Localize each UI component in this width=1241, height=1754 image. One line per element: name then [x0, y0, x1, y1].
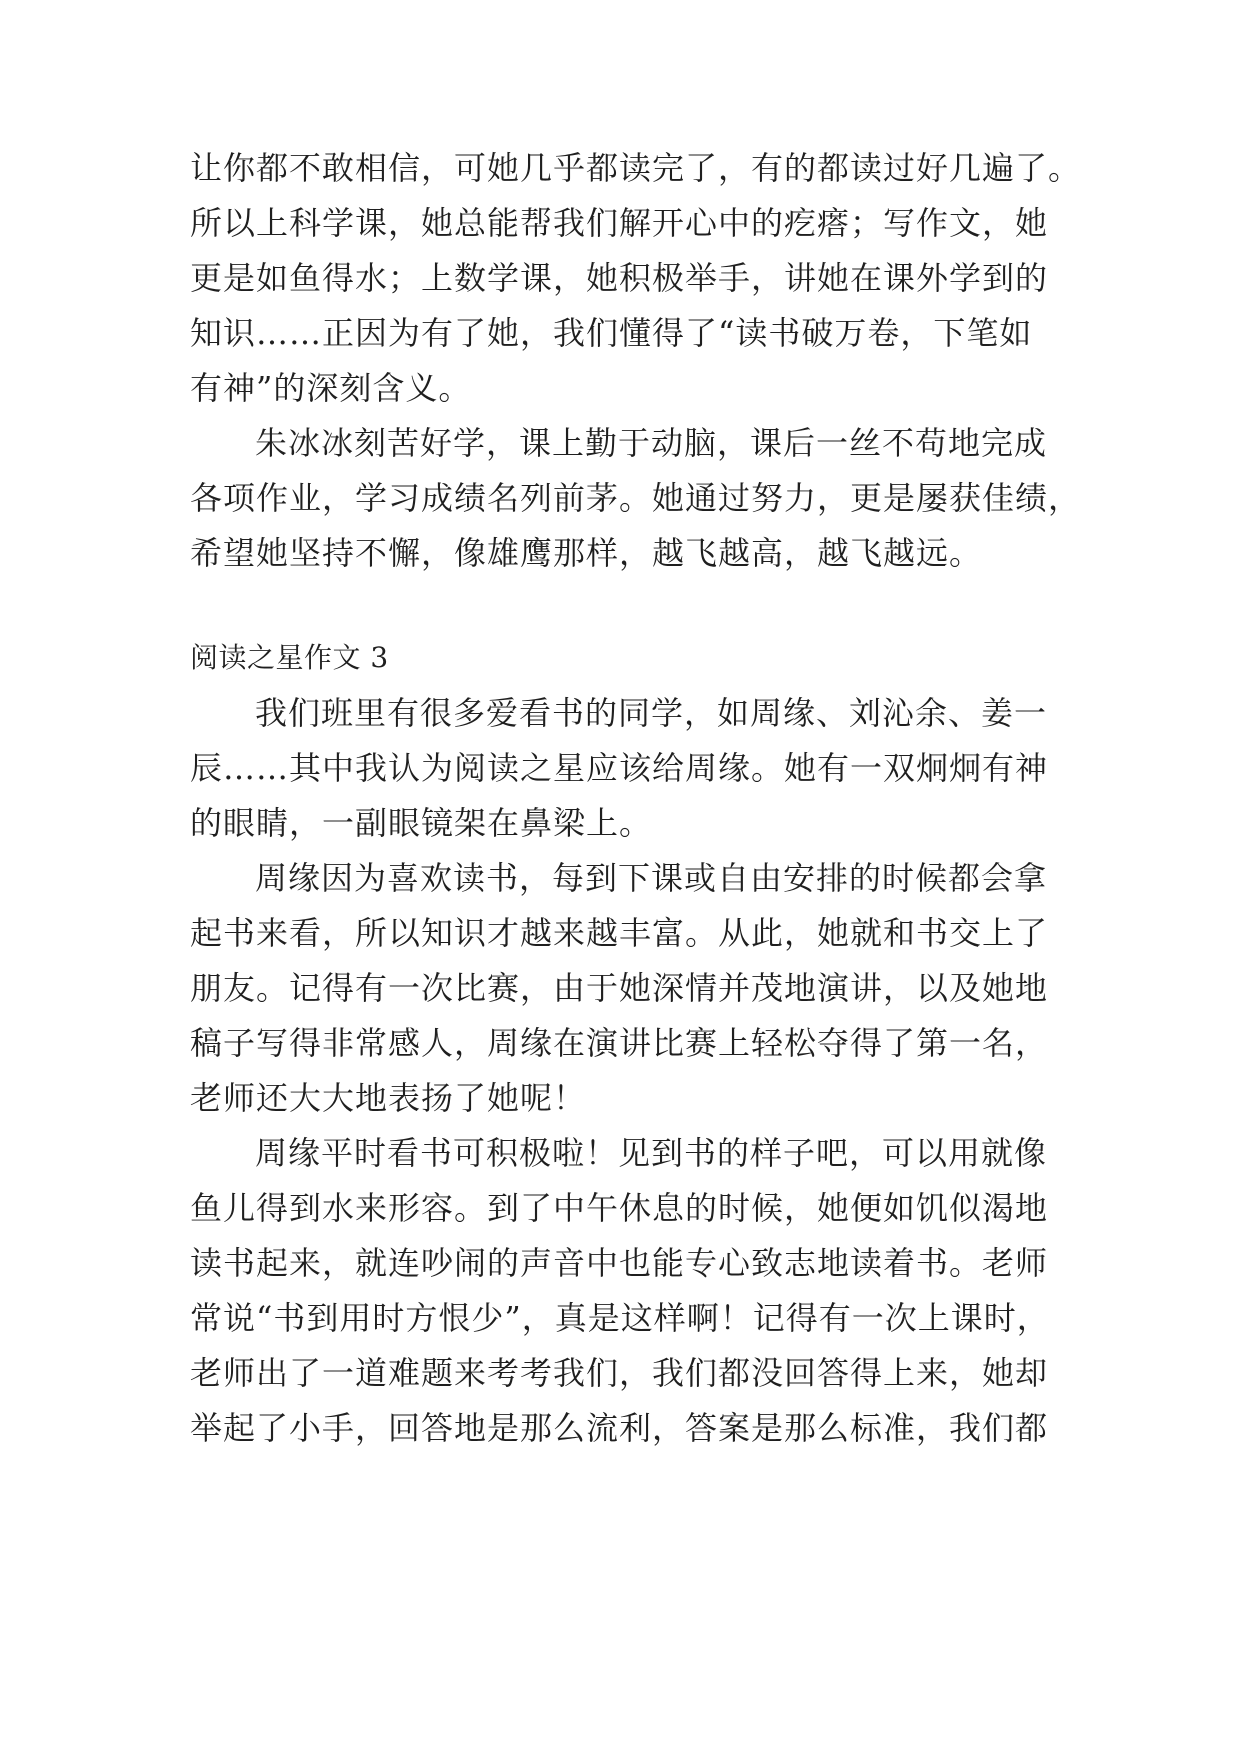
paragraph-line: 周缘平时看书可积极啦！见到书的样子吧，可以用就像: [255, 1134, 1048, 1172]
paragraph-line: 老师出了一道难题来考考我们，我们都没回答得上来，她却: [190, 1354, 1049, 1392]
paragraph-line: 希望她坚持不懈，像雄鹰那样，越飞越高，越飞越远。: [190, 534, 983, 572]
paragraph-line: 周缘因为喜欢读书，每到下课或自由安排的时候都会拿: [255, 859, 1048, 897]
paragraph-line: 有神”的深刻含义。: [190, 369, 472, 407]
paragraph-line: 辰……其中我认为阅读之星应该给周缘。她有一双炯炯有神: [190, 749, 1049, 787]
paragraph-line: 各项作业，学习成绩名列前茅。她通过努力，更是屡获佳绩，: [190, 479, 1082, 517]
paragraph-line: 老师还大大地表扬了她呢！: [190, 1079, 587, 1117]
paragraph-line: 更是如鱼得水；上数学课，她积极举手，讲她在课外学到的: [190, 259, 1049, 297]
paragraph-line: 起书来看，所以知识才越来越丰富。从此，她就和书交上了: [190, 914, 1049, 952]
section-heading: 阅读之星作文 3: [190, 641, 389, 674]
paragraph-line: 让你都不敢相信，可她几乎都读完了，有的都读过好几遍了。: [190, 149, 1082, 187]
paragraph-line: 稿子写得非常感人，周缘在演讲比赛上轻松夺得了第一名，: [190, 1024, 1049, 1062]
paragraph-line: 的眼睛，一副眼镜架在鼻梁上。: [190, 804, 653, 842]
paragraph-line: 知识……正因为有了她，我们懂得了“读书破万卷，下笔如: [190, 314, 1033, 352]
paragraph-line: 朱冰冰刻苦好学，课上勤于动脑，课后一丝不苟地完成: [255, 424, 1048, 462]
paragraph-line: 常说“书到用时方恨少”，真是这样啊！记得有一次上课时，: [190, 1299, 1050, 1337]
paragraph-line: 朋友。记得有一次比赛，由于她深情并茂地演讲，以及她地: [190, 969, 1049, 1007]
paragraph-line: 我们班里有很多爱看书的同学，如周缘、刘沁余、姜一: [255, 694, 1048, 732]
paragraph-line: 鱼儿得到水来形容。到了中午休息的时候，她便如饥似渴地: [190, 1189, 1049, 1227]
paragraph-line: 所以上科学课，她总能帮我们解开心中的疙瘩；写作文，她: [190, 204, 1049, 242]
paragraph-line: 举起了小手，回答地是那么流利，答案是那么标准，我们都: [190, 1409, 1049, 1447]
paragraph-line: 读书起来，就连吵闹的声音中也能专心致志地读着书。老师: [190, 1244, 1049, 1282]
